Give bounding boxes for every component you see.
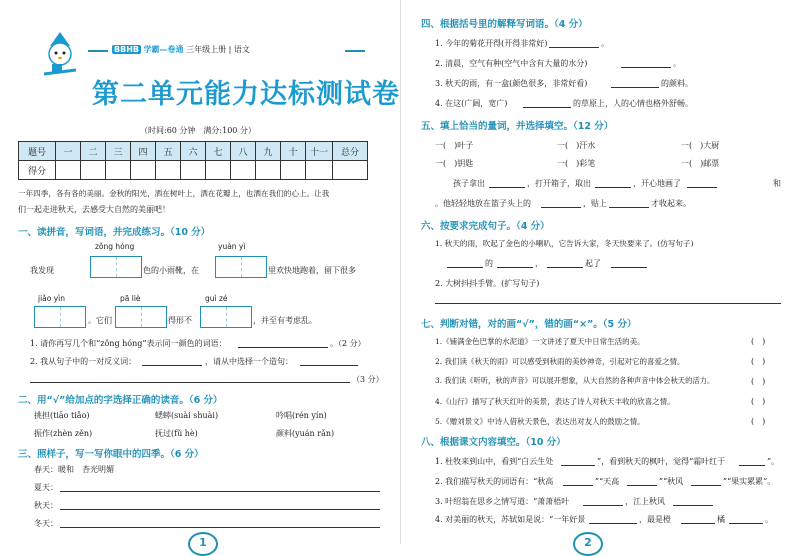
answer-blank[interactable] <box>687 187 717 188</box>
series-header: BBHB 学霸—卷通 三年级上册 | 语文 <box>114 45 250 54</box>
score-header-cell: 十 <box>281 142 306 161</box>
section-7-title: 七、判断对错，对的画“√”，错的画“×”。（5 分） <box>421 319 637 330</box>
section-2-title: 二、用“√”给加点的字选择正确的读音。（6 分） <box>18 395 223 406</box>
score-header-cell: 一 <box>56 142 81 161</box>
reading-choice[interactable]: 蟋蟀(suài shuài) <box>155 411 219 420</box>
score-header-cell: 十一 <box>306 142 333 161</box>
judge-box[interactable]: ( ) <box>751 337 766 346</box>
answer-blank[interactable] <box>238 347 328 348</box>
answer-blank[interactable] <box>30 382 350 383</box>
score-header-row <box>19 142 368 161</box>
answer-blank[interactable] <box>447 267 483 268</box>
answer-blank[interactable] <box>609 207 649 208</box>
reading-choice[interactable]: 挑担(tiāo tiǎo) <box>34 411 90 420</box>
score-cell[interactable] <box>333 161 368 180</box>
answer-blank[interactable] <box>60 527 380 528</box>
answer-blank[interactable] <box>561 465 595 466</box>
answer-blank[interactable] <box>300 365 358 366</box>
answer-blank[interactable] <box>681 523 715 524</box>
score-header-cell: 总分 <box>333 142 368 161</box>
score-header-cell: 九 <box>256 142 281 161</box>
section-4-title: 四、根据括号里的解释写词语。（4 分） <box>421 19 588 30</box>
page-number-right: 2 <box>573 532 603 556</box>
tian-box[interactable] <box>215 256 267 278</box>
tian-box[interactable] <box>200 306 252 328</box>
score-header-cell: 八 <box>231 142 256 161</box>
score-header-cell: 二 <box>81 142 106 161</box>
score-cell[interactable] <box>231 161 256 180</box>
score-cell[interactable] <box>281 161 306 180</box>
score-header-cell: 题号 <box>19 142 56 161</box>
answer-blank[interactable] <box>583 505 623 506</box>
section-1-title: 一、读拼音，写词语，并完成练习。（10 分） <box>18 227 211 238</box>
answer-blank[interactable] <box>691 485 721 486</box>
intro-line-2: 们一起走进秋天，去感受大自然的美丽吧！ <box>18 205 170 214</box>
right-page: 四、根据括号里的解释写词语。（4 分） 1. 今年的菊花开得(开得非常好) 。 2. 清晨，空气有种(空气中含有大量的水分) 。 3. 秋天的雨，有一盒(颜色很多，非常好看) 的颜料。 4. 在这(广阔，宽广) 的草原上，人的心情也格外舒畅。 五、填上恰当的量词，并选择填空。（12 分） 一( )叶子 一( )汗水 一( )大厨 一( )钥匙 一( )彩笔 一( )邮票 孩子拿出 ，打开箱子，取出 ，开心地画了 和 。他轻轻地放在篮子头上的 ，贴上 才收起来。 六、按要求完成句子。（4 分） 1. 秋天的雨，吹起了金色的小喇叭，它告诉大家，冬天快要来了。(仿写句子) 的 ， 起了 2. 大树抖抖手臂。(扩写句子) 七、判断对错，对的画“√”，错的画“×”。（5 分） 1.《铺满金色巴掌的水泥道》一文讲述了夏天中日常生活的美。 ( ) 2. 我们读《秋天的雨》可以感受到秋雨的美妙神奇，引起对它的喜爱之情。 ( ) 3. 我们读《听听，秋的声音》可以展开想象，从大自然的各种声音中体会秋天的活力。 ( ) 4.《山行》描写了秋天红叶的美景，表达了诗人对秋天丰收的欣喜之情。 ( ) 5.《赠刘景文》中诗人借秋天景色，表达出对友人的鼓励之情。 ( ) 八、根据课文内容填空。（10 分） 1. 杜牧来到山中，看到“白云生处 ”，看到秋天的枫叶，觉得“霜叶红于 ”。 2. 我们描写秋天的词语有：“秋高 ”“天高 ”“秋风 ”“果实累累”。 3. 叶绍翁在思乡之情写道：“萧萧梧叶 ，江上秋风 4. 对美丽的秋天，苏轼如是说：“一年好景 ，最是橙 橘 。 2 <box>400 0 800 544</box>
answer-blank[interactable] <box>611 87 659 88</box>
score-cell[interactable] <box>206 161 231 180</box>
section-5-title: 五、填上恰当的量词，并选择填空。（12 分） <box>421 121 614 132</box>
answer-blank[interactable] <box>435 303 781 304</box>
score-row-label: 得分 <box>19 161 56 180</box>
left-page: BBHB 学霸—卷通 三年级上册 | 语文 第二单元能力达标测试卷 （时间:60 分钟 满分:100 分） 题号 一 二 三 四 五 六 七 八 九 十 十一 总分 得分 一年四季，各有各的美丽。金秋的阳光，洒在树叶上，洒在花瓣上，也洒在我们的心上。让我 们一起走进秋天，去感受大自然的美丽吧！ 一、读拼音，写词语，并完成练习。（10 分） zǒng hóng yuàn yì 我发现 色的小雨靴，在 里欢快地跑着，留下很多 jiǎo yìn pā liè guì zé 。它们 得形不 ，并至有考虑乱。 1. 请你再写几个和“zǒng hóng”表示同一颜色的词语： 。（2 分） 2. 我从句子中的一对反义词： ，请从中选择一个造句： （3 分） 二、用“√”给加点的字选择正确的读音。（6 分） 挑担(tiāo tiǎo) 蟋蟀(suài shuài) 吟唱(rén yín) 振作(zhèn zěn) 抚过(fǔ hè) 颜料(yuán rǎn) 三、照样子，写一写你眼中的四季。（6 分） 春天：暖和 杏光明媚 夏天： 秋天： 冬天： 1 <box>0 0 400 544</box>
answer-blank[interactable] <box>497 267 533 268</box>
subject-label: 语文 <box>233 45 250 54</box>
answer-blank[interactable] <box>541 207 581 208</box>
answer-blank[interactable] <box>563 485 593 486</box>
answer-blank[interactable] <box>60 509 380 510</box>
section-6-title: 六、按要求完成句子。（4 分） <box>421 221 550 232</box>
reading-choice[interactable]: 吟唱(rén yín) <box>276 411 327 420</box>
intro-line-1: 一年四季，各有各的美丽。金秋的阳光，洒在树叶上，洒在花瓣上，也洒在我们的心上。让我 <box>18 189 330 198</box>
reading-choice[interactable]: 颜料(yuán rǎn) <box>276 429 335 438</box>
answer-blank[interactable] <box>142 365 202 366</box>
score-cell[interactable] <box>81 161 106 180</box>
score-table <box>18 141 368 180</box>
reading-choice[interactable]: 抚过(fǔ hè) <box>155 429 198 438</box>
tian-box[interactable] <box>90 256 142 278</box>
grade-label: 三年级上册 <box>186 45 227 54</box>
brand-logo: BBHB <box>114 45 139 54</box>
answer-blank[interactable] <box>729 523 763 524</box>
score-header-cell: 三 <box>106 142 131 161</box>
time-info: （时间:60 分钟 满分:100 分） <box>140 126 256 135</box>
tian-box[interactable] <box>34 306 86 328</box>
score-header-cell: 五 <box>156 142 181 161</box>
page-title: 第二单元能力达标测试卷 <box>92 79 400 110</box>
answer-blank[interactable] <box>489 187 525 188</box>
page-number-left: 1 <box>188 532 218 556</box>
answer-blank[interactable] <box>627 485 657 486</box>
answer-blank[interactable] <box>589 523 637 524</box>
judge-box[interactable]: ( ) <box>751 357 766 366</box>
score-row <box>19 161 368 180</box>
reading-choice[interactable]: 振作(zhèn zěn) <box>34 429 93 438</box>
score-header-cell: 七 <box>206 142 231 161</box>
score-cell[interactable] <box>56 161 81 180</box>
answer-blank[interactable] <box>595 187 631 188</box>
answer-blank[interactable] <box>547 267 583 268</box>
score-cell[interactable] <box>306 161 333 180</box>
answer-blank[interactable] <box>611 267 647 268</box>
score-cell[interactable] <box>181 161 206 180</box>
series-name: 学霸—卷通 <box>143 45 184 54</box>
mascot-cat-icon <box>40 30 84 80</box>
section-3-title: 三、照样子，写一写你眼中的四季。（6 分） <box>18 449 204 460</box>
section-8-title: 八、根据课文内容填空。（10 分） <box>421 437 566 448</box>
score-cell[interactable] <box>106 161 131 180</box>
answer-blank[interactable] <box>673 505 713 506</box>
answer-blank[interactable] <box>549 47 599 48</box>
judge-box[interactable]: ( ) <box>751 377 766 386</box>
score-cell[interactable] <box>131 161 156 180</box>
tian-box[interactable] <box>115 306 167 328</box>
answer-blank[interactable] <box>621 67 671 68</box>
judge-box[interactable]: ( ) <box>751 417 766 426</box>
answer-blank[interactable] <box>523 107 571 108</box>
answer-blank[interactable] <box>60 491 380 492</box>
score-cell[interactable] <box>256 161 281 180</box>
score-header-cell: 六 <box>181 142 206 161</box>
answer-blank[interactable] <box>739 465 765 466</box>
score-header-cell: 四 <box>131 142 156 161</box>
judge-box[interactable]: ( ) <box>751 397 766 406</box>
score-cell[interactable] <box>156 161 181 180</box>
